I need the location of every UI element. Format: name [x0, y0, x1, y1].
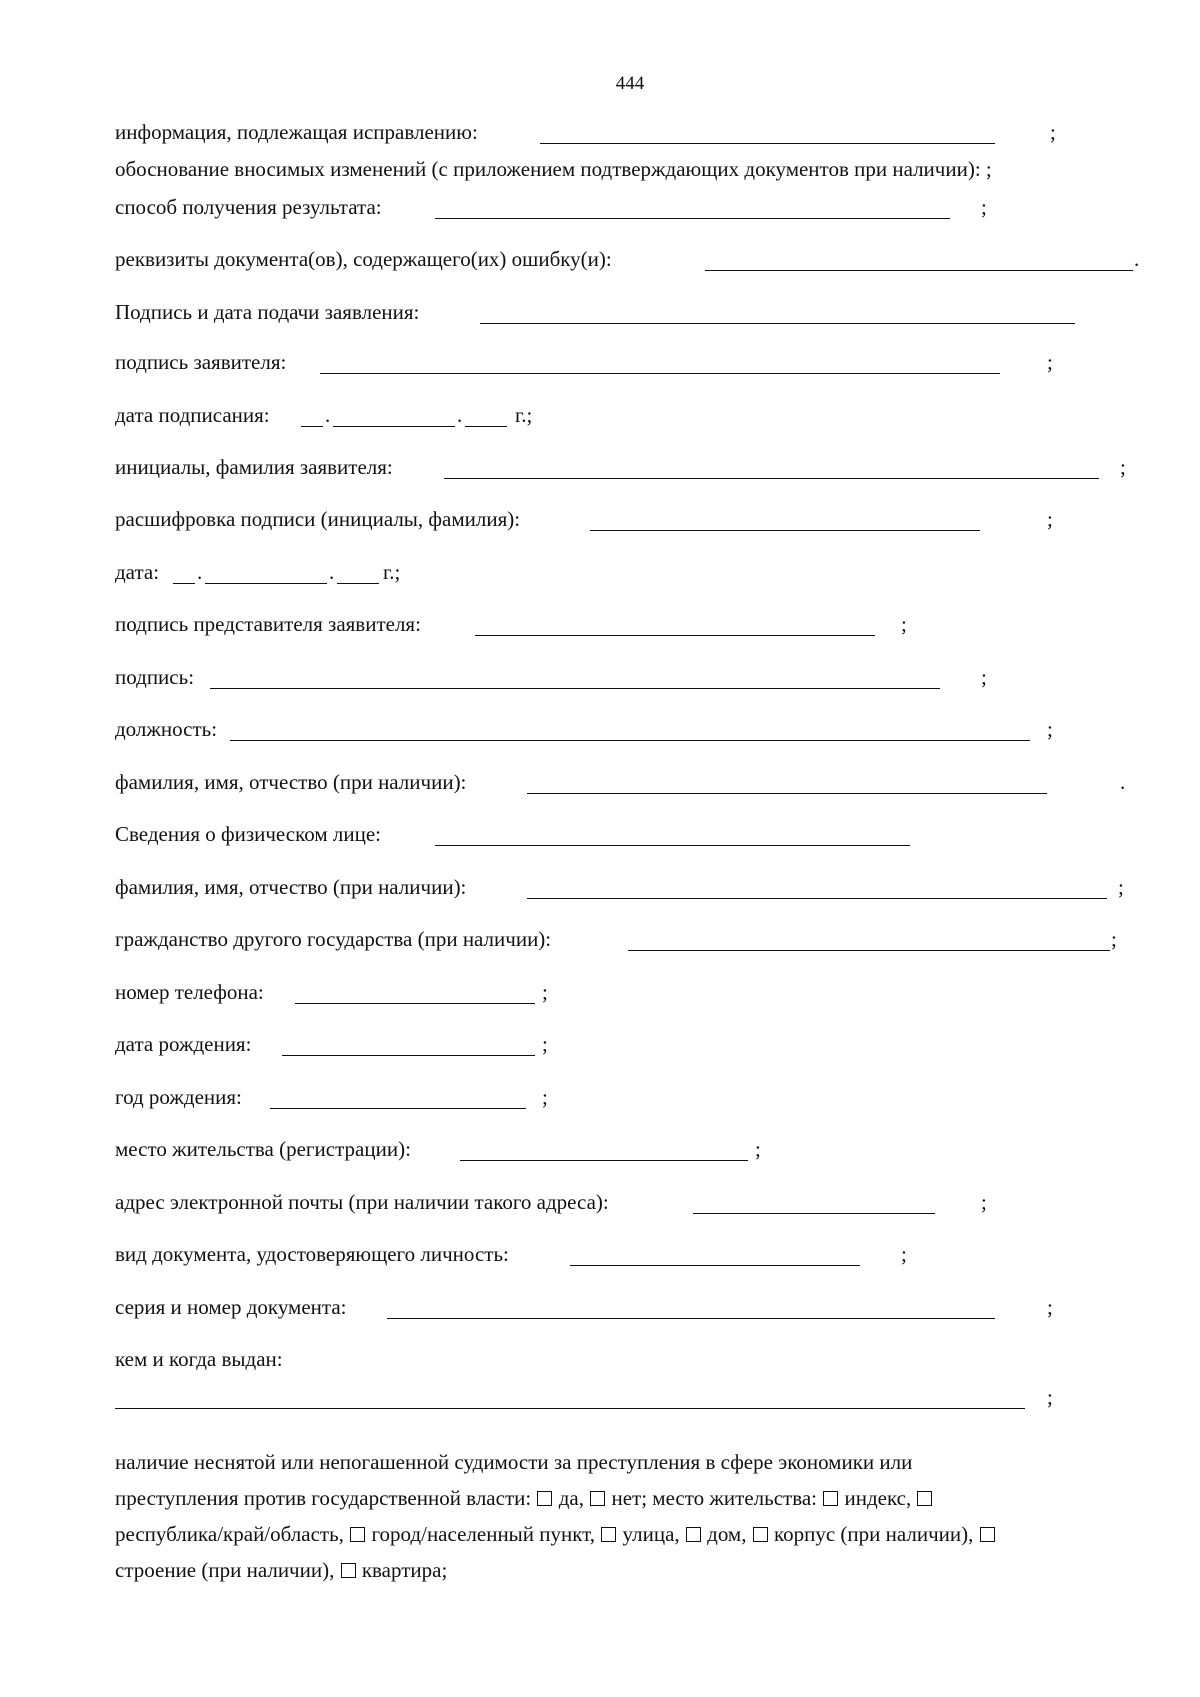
applicant-signature-end: ;: [1047, 350, 1053, 374]
citizenship-label: гражданство другого государства (при наличии):: [115, 927, 552, 951]
signing-date-dot: .: [457, 403, 463, 427]
issued-by-row: [115, 1345, 1115, 1373]
person-info-row: [115, 820, 1115, 848]
signature-row: [115, 663, 1115, 691]
full-name-2-field[interactable]: [527, 898, 1107, 899]
date-tail: г.;: [383, 560, 401, 584]
info-to-fix-row: [115, 118, 1115, 146]
issued-by-label: кем и когда выдан:: [115, 1347, 283, 1371]
birth-year-field[interactable]: [270, 1108, 526, 1109]
applicant-initials-end: ;: [1120, 455, 1126, 479]
position-row: [115, 715, 1115, 743]
checkbox-street[interactable]: [601, 1527, 616, 1542]
doc-number-row: [115, 1293, 1115, 1321]
signing-date-day[interactable]: [301, 426, 323, 427]
signature-decoding-field[interactable]: [590, 530, 980, 531]
option-structure-label: строение (при наличии),: [115, 1558, 335, 1582]
full-name-1-label: фамилия, имя, отчество (при наличии):: [115, 770, 467, 794]
rep-signature-label: подпись представителя заявителя:: [115, 612, 421, 636]
signature-decoding-row: [115, 505, 1115, 533]
date-dot: .: [329, 560, 335, 584]
residence-label: место жительства (регистрации):: [115, 1137, 411, 1161]
checkbox-no[interactable]: [590, 1491, 605, 1506]
option-yes-label: да,: [558, 1486, 584, 1510]
rep-signature-row: [115, 610, 1115, 638]
signing-date-dot: .: [325, 403, 331, 427]
residence-field[interactable]: [460, 1160, 748, 1161]
citizenship-end: ;: [1111, 927, 1117, 951]
person-info-field[interactable]: [435, 845, 910, 846]
criminal-line-4: [115, 1552, 1165, 1588]
sign-date-field[interactable]: [480, 323, 1075, 324]
full-name-2-label: фамилия, имя, отчество (при наличии):: [115, 875, 467, 899]
doc-number-label: серия и номер документа:: [115, 1295, 347, 1319]
id-doc-type-label: вид документа, удостоверяющего личность:: [115, 1242, 509, 1266]
signing-date-month[interactable]: [333, 426, 455, 427]
residence-row: [115, 1135, 815, 1163]
checkbox-flat[interactable]: [341, 1563, 356, 1578]
phone-row: [115, 978, 715, 1006]
full-name-2-end: ;: [1118, 875, 1124, 899]
applicant-signature-field[interactable]: [320, 373, 1000, 374]
criminal-question: преступления против государственной власти:: [115, 1486, 532, 1510]
id-doc-type-end: ;: [901, 1242, 907, 1266]
result-method-label: способ получения результата:: [115, 195, 382, 219]
full-name-1-row: [115, 768, 1165, 796]
signing-date-label: дата подписания:: [115, 403, 270, 427]
signature-decoding-end: ;: [1047, 507, 1053, 531]
checkbox-yes[interactable]: [537, 1491, 552, 1506]
date-dot: .: [197, 560, 203, 584]
person-info-label: Сведения о физическом лице:: [115, 822, 381, 846]
date-year[interactable]: [337, 583, 379, 584]
option-region-label: республика/край/область,: [115, 1522, 344, 1546]
applicant-initials-label: инициалы, фамилия заявителя:: [115, 455, 393, 479]
result-method-row: [115, 193, 1115, 221]
phone-end: ;: [542, 980, 548, 1004]
applicant-initials-field[interactable]: [444, 478, 1099, 479]
checkbox-index[interactable]: [823, 1491, 838, 1506]
signature-end: ;: [981, 665, 987, 689]
justification-label: обоснование вносимых изменений (с приложением подтверждающих документов при наличии): ;: [115, 157, 992, 181]
email-label: адрес электронной почты (при наличии такого адреса):: [115, 1190, 609, 1214]
signature-decoding-label: расшифровка подписи (инициалы, фамилия):: [115, 507, 521, 531]
id-doc-type-row: [115, 1240, 1115, 1268]
criminal-record-paragraph: [115, 1444, 1165, 1588]
result-method-field[interactable]: [435, 218, 950, 219]
checkbox-house[interactable]: [686, 1527, 701, 1542]
option-flat-label: квартира;: [361, 1558, 448, 1582]
option-no-label: нет; место жительства:: [611, 1486, 817, 1510]
email-end: ;: [981, 1190, 987, 1214]
info-to-fix-field[interactable]: [540, 143, 995, 144]
option-city-label: город/населенный пункт,: [371, 1522, 596, 1546]
signature-field[interactable]: [210, 688, 940, 689]
birth-date-field[interactable]: [282, 1055, 535, 1056]
residence-end: ;: [755, 1137, 761, 1161]
page-number: 444: [615, 73, 645, 94]
phone-field[interactable]: [295, 1003, 535, 1004]
full-name-2-row: [115, 873, 1165, 901]
criminal-line-2: [115, 1480, 1165, 1516]
doc-number-field[interactable]: [387, 1318, 995, 1319]
birth-date-end: ;: [542, 1032, 548, 1056]
criminal-line-3: [115, 1516, 1165, 1552]
signing-date-year[interactable]: [465, 426, 507, 427]
checkbox-city[interactable]: [350, 1527, 365, 1542]
phone-label: номер телефона:: [115, 980, 264, 1004]
info-to-fix-end: ;: [1050, 120, 1056, 144]
full-name-1-field[interactable]: [527, 793, 1047, 794]
sign-date-row: [115, 298, 1115, 326]
option-house-label: дом,: [707, 1522, 747, 1546]
document-details-field[interactable]: [705, 270, 1133, 271]
email-row: [115, 1188, 1115, 1216]
applicant-signature-row: [115, 348, 1115, 376]
birth-year-label: год рождения:: [115, 1085, 242, 1109]
checkbox-building[interactable]: [753, 1527, 768, 1542]
info-to-fix-label: информация, подлежащая исправлению:: [115, 120, 478, 144]
issued-by-end: ;: [1047, 1385, 1053, 1409]
signature-label: подпись:: [115, 665, 195, 689]
email-field[interactable]: [693, 1213, 935, 1214]
birth-year-row: [115, 1083, 715, 1111]
rep-signature-field[interactable]: [475, 635, 875, 636]
id-doc-type-field[interactable]: [570, 1265, 860, 1266]
justification-row: [115, 155, 1165, 183]
checkbox-structure[interactable]: [980, 1527, 995, 1542]
doc-number-end: ;: [1047, 1295, 1053, 1319]
criminal-line-1: [115, 1444, 1165, 1480]
date-label: дата:: [115, 560, 160, 584]
birth-date-row: [115, 1030, 715, 1058]
option-street-label: улица,: [622, 1522, 680, 1546]
sign-date-label: Подпись и дата подачи заявления:: [115, 300, 420, 324]
option-index-label: индекс,: [844, 1486, 912, 1510]
document-details-row: [115, 245, 1165, 273]
document-details-label: реквизиты документа(ов), содержащего(их) ошибку(и):: [115, 247, 612, 271]
position-field[interactable]: [230, 740, 1030, 741]
date-month[interactable]: [205, 583, 327, 584]
document-details-end: .: [1134, 247, 1140, 271]
citizenship-row: [115, 925, 1165, 953]
result-method-end: ;: [981, 195, 987, 219]
birth-year-end: ;: [542, 1085, 548, 1109]
applicant-initials-row: [115, 453, 1165, 481]
issued-by-field[interactable]: [115, 1408, 1025, 1409]
position-label: должность:: [115, 717, 218, 741]
checkbox-region[interactable]: [917, 1491, 932, 1506]
citizenship-field[interactable]: [628, 950, 1110, 951]
option-building-label: корпус (при наличии),: [773, 1522, 974, 1546]
date-day[interactable]: [173, 583, 195, 584]
birth-date-label: дата рождения:: [115, 1032, 252, 1056]
issued-by-field-row: [115, 1383, 1115, 1411]
criminal-text: наличие неснятой или непогашенной судимости за преступления в сфере экономики или: [115, 1450, 913, 1474]
signing-date-tail: г.;: [515, 403, 533, 427]
date-row: [115, 558, 715, 586]
rep-signature-end: ;: [901, 612, 907, 636]
applicant-signature-label: подпись заявителя:: [115, 350, 287, 374]
signing-date-row: [115, 401, 715, 429]
position-end: ;: [1047, 717, 1053, 741]
full-name-1-end: .: [1120, 770, 1126, 794]
